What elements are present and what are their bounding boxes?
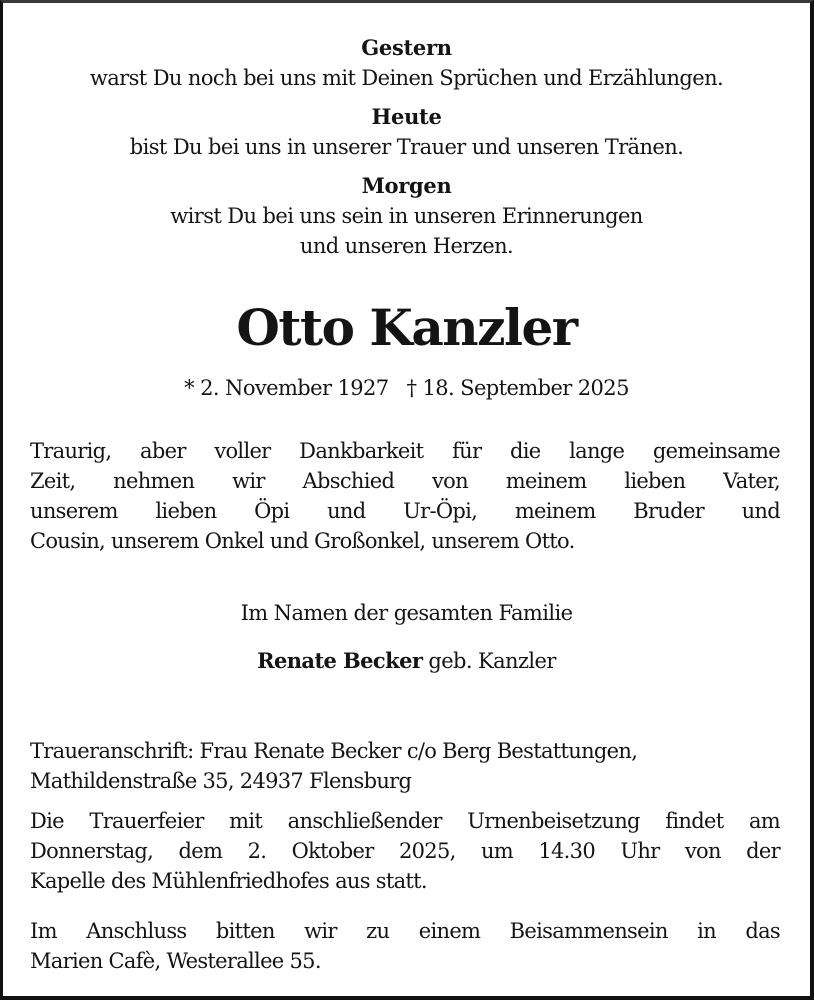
signer-suffix: geb. Kanzler <box>422 649 556 673</box>
poem <box>3 33 810 270</box>
paragraph-line: Kapelle des Mühlenfriedhofes aus statt. <box>30 869 427 893</box>
stanza-heading: Gestern <box>361 35 452 60</box>
paragraph-line: Cousin, unserem Onkel und Großonkel, unserem Otto. <box>30 529 575 553</box>
paragraph-line: Mathildenstraße 35, 24937 Flensburg <box>30 769 412 793</box>
paragraph-line: Zeit, nehmen wir Abschied von meinem lieben Vater, <box>30 469 780 493</box>
paragraph-line: Marien Cafè, Westerallee 55. <box>30 949 321 973</box>
stanza-heading: Heute <box>371 104 442 129</box>
poem-stanza-yesterday <box>3 33 810 93</box>
stanza-line: bist Du bei uns in unserer Trauer und unseren Tränen. <box>129 135 684 159</box>
signer <box>3 646 810 676</box>
poem-stanza-tomorrow <box>3 171 810 261</box>
gathering-info <box>30 916 780 976</box>
paragraph-line: Donnerstag, dem 2. Oktober 2025, um 14.30 Uhr von der <box>30 839 780 863</box>
paragraph-line: Traueranschrift: Frau Renate Becker c/o Berg Bestattungen, <box>30 739 638 763</box>
paragraph-line: Die Trauerfeier mit anschließender Urnenbeisetzung findet am <box>30 809 780 833</box>
birth-date: * 2. November 1927 <box>184 376 389 400</box>
poem-stanza-today <box>3 102 810 162</box>
ceremony-info <box>30 806 780 896</box>
family-signoff: Im Namen der gesamten Familie <box>240 601 573 625</box>
life-dates <box>3 373 810 403</box>
stanza-line: wirst Du bei uns sein in unseren Erinnerungen <box>170 204 643 228</box>
paragraph-line: Im Anschluss bitten wir zu einem Beisammensein in das <box>30 919 780 943</box>
stanza-line: und unseren Herzen. <box>299 234 514 258</box>
stanza-line: warst Du noch bei uns mit Deinen Sprüchen und Erzählungen. <box>89 66 724 90</box>
signer-name: Renate Becker <box>257 648 423 673</box>
paragraph-line: unserem lieben Öpi und Ur-Öpi, meinem Bruder und <box>30 499 780 523</box>
paragraph-line: Traurig, aber voller Dankbarkeit für die lange gemeinsame <box>30 439 780 463</box>
deceased-name: Otto Kanzler <box>236 298 577 357</box>
mourning-address <box>30 736 780 796</box>
stanza-heading: Morgen <box>361 173 452 198</box>
farewell-paragraph <box>30 436 780 556</box>
death-date: † 18. September 2025 <box>406 376 629 400</box>
